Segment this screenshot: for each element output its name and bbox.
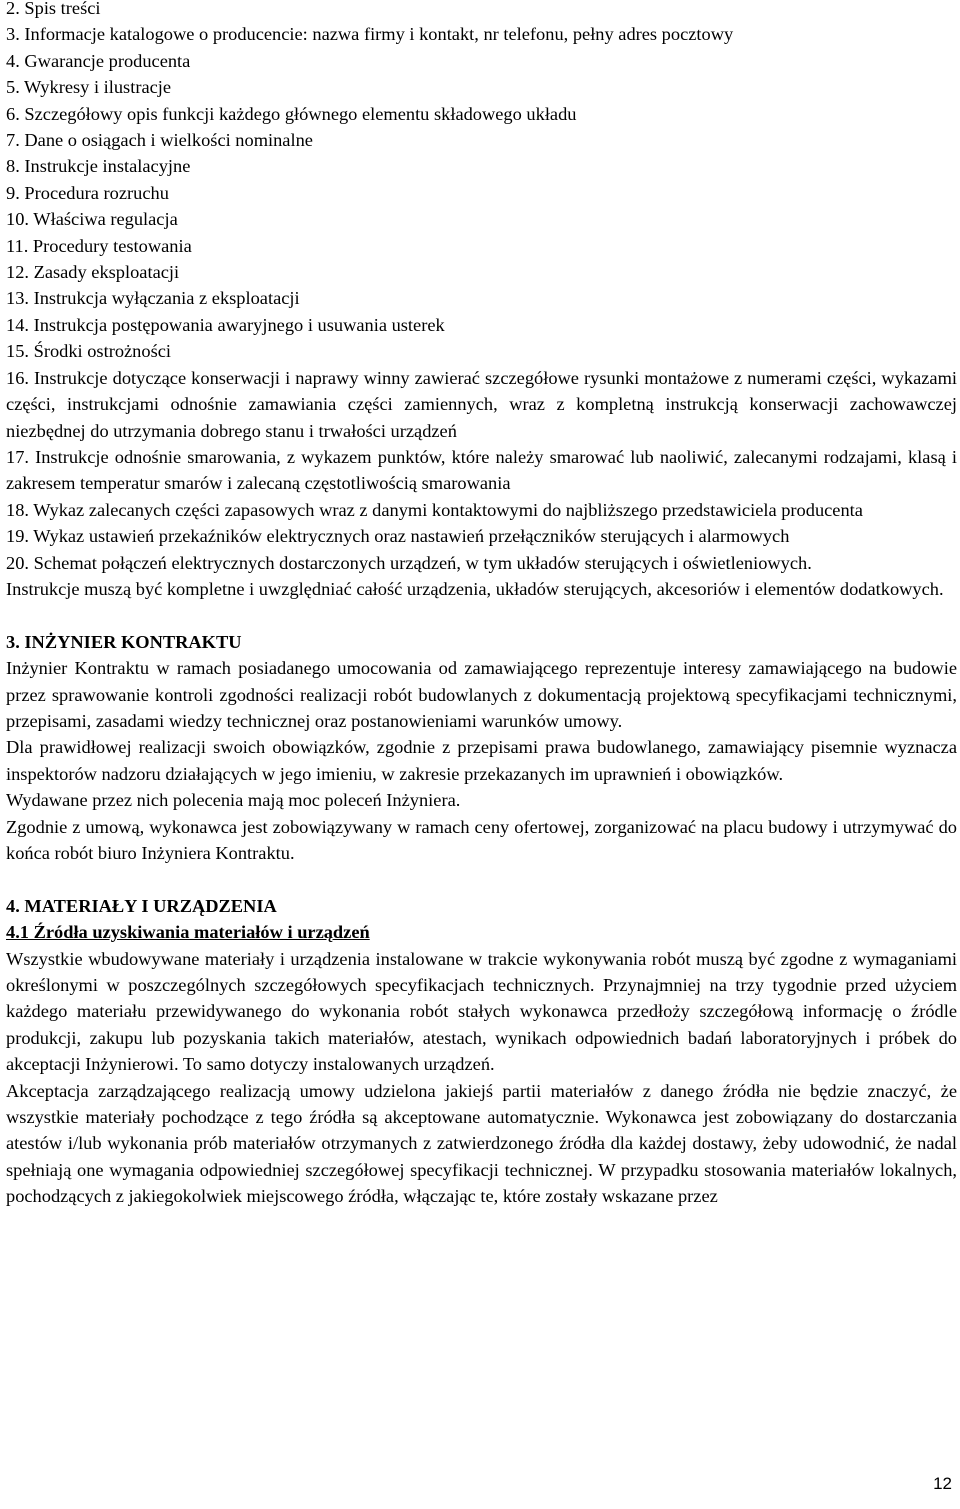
spacer [6, 866, 957, 892]
instructions-note: Instrukcje muszą być kompletne i uwzględniać całość urządzenia, układów sterujących, akcesoriów i elementów dodatkowych. [6, 578, 944, 599]
list-item: 6. Szczegółowy opis funkcji każdego głównego elementu składowego układu [6, 103, 577, 124]
long-list [6, 365, 957, 576]
list-item: 3. Informacje katalogowe o producencie: nazwa firmy i kontakt, nr telefonu, pełny adres pocztowy [6, 24, 734, 45]
list-item: 15. Środki ostrożności [6, 341, 171, 362]
page-number: 12 [933, 1474, 952, 1493]
subsection-heading: 4.1 Źródła uzyskiwania materiałów i urządzeń [6, 922, 370, 943]
list-item: 16. Instrukcje dotyczące konserwacji i naprawy winny zawierać szczegółowe rysunki montażowe z numerami części, wykazami części, instrukcjami odnośnie zamawiania części zamiennych, wraz z kompletną instrukcją konserwacji zachowawczej niezbędnej do utrzymania dobrego stanu i trwałości urządzeń [6, 367, 957, 441]
spacer [6, 602, 957, 628]
paragraph: Dla prawidłowej realizacji swoich obowiązków, zgodnie z przepisami prawa budowlanego, zamawiający pisemnie wyznacza inspektorów nadzoru działających w jego imieniu, w zakresie przekazanych im uprawnień i obowiązków. [6, 737, 957, 784]
list-item: 9. Procedura rozruchu [6, 182, 169, 203]
list-item: 10. Właściwa regulacja [6, 209, 178, 230]
list-item: 19. Wykaz ustawień przekaźników elektrycznych oraz nastawień przełączników sterujących i alarmowych [6, 526, 790, 547]
paragraph: Akceptacja zarządzającego realizacją umowy udzielona jakiejś partii materiałów z danego źródła nie będzie znaczyć, że wszystkie materiały pochodzące z tego źródła są akceptowane automatycznie. Wykonawca jest zobowiązany do dostarczania atestów i/lub wykonania prób materiałów otrzymanych z zatwierdzonego źródła dla każdej dostawy, żeby udowodnić, że nadal spełniają one wymagania odpowiedniej szczegółowej specyfikacji technicznej. W przypadku stosowania materiałów lokalnych, pochodzących z jakiegokolwiek miejscowego źródła, włączając te, które zostały wskazane przez [6, 1080, 957, 1207]
section-heading: 4. MATERIAŁY I URZĄDZENIA [6, 895, 277, 916]
list-item: 5. Wykresy i ilustracje [6, 77, 172, 98]
list-item: 2. Spis treści [6, 0, 101, 18]
section-heading: 3. INŻYNIER KONTRAKTU [6, 631, 242, 652]
list-item: 8. Instrukcje instalacyjne [6, 156, 191, 177]
list-item: 14. Instrukcja postępowania awaryjnego i usuwania usterek [6, 314, 445, 335]
list-item: 18. Wykaz zalecanych części zapasowych wraz z danymi kontaktowymi do najbliższego przedstawiciela producenta [6, 499, 863, 520]
list-item: 17. Instrukcje odnośnie smarowania, z wykazem punktów, które należy smarować lub naoliwić, zalecanymi rodzajami, klasą i zakresem temperatur smarów i zalecaną częstotliwością smarowania [6, 446, 957, 494]
paragraph: Zgodnie z umową, wykonawca jest zobowiązywany w ramach ceny ofertowej, zorganizować na placu budowy i utrzymywać do końca robót biuro Inżyniera Kontraktu. [6, 816, 957, 863]
short-list [6, 0, 957, 365]
paragraph: Inżynier Kontraktu w ramach posiadanego umocowania od zamawiającego reprezentuje interesy zamawiającego na budowie przez sprawowanie kontroli zgodności realizacji robót budowlanych z dokumentacją projektową specyfikacjami technicznymi, przepisami, zasadami wiedzy technicznej oraz postanowieniami warunków umowy. [6, 658, 957, 731]
list-item: 4. Gwarancje producenta [6, 50, 191, 71]
list-item: 11. Procedury testowania [6, 235, 192, 256]
list-item: 12. Zasady eksploatacji [6, 262, 180, 283]
page-content [6, 0, 957, 1210]
list-item: 13. Instrukcja wyłączania z eksploatacji [6, 288, 300, 309]
list-item: 20. Schemat połączeń elektrycznych dostarczonych urządzeń, w tym układów sterujących i oświetleniowych. [6, 552, 812, 573]
paragraph: Wszystkie wbudowywane materiały i urządzenia instalowane w trakcie wykonywania robót muszą być zgodne z wymaganiami określonymi w poszczególnych szczegółowych specyfikacjach technicznych. Przynajmniej na trzy tygodnie przed użyciem każdego materiału przewidywanego do wykonania robót stałych wykonawca przedłoży szczegółową informację o źródle produkcji, zakupu lub pozyskania takich materiałów, atestach, wynikach odpowiednich badań laboratoryjnych i próbek do akceptacji Inżynierowi. To samo dotyczy instalowanych urządzeń. [6, 948, 957, 1075]
list-item: 7. Dane o osiągach i wielkości nominalne [6, 130, 313, 151]
paragraph: Wydawane przez nich polecenia mają moc poleceń Inżyniera. [6, 790, 461, 811]
